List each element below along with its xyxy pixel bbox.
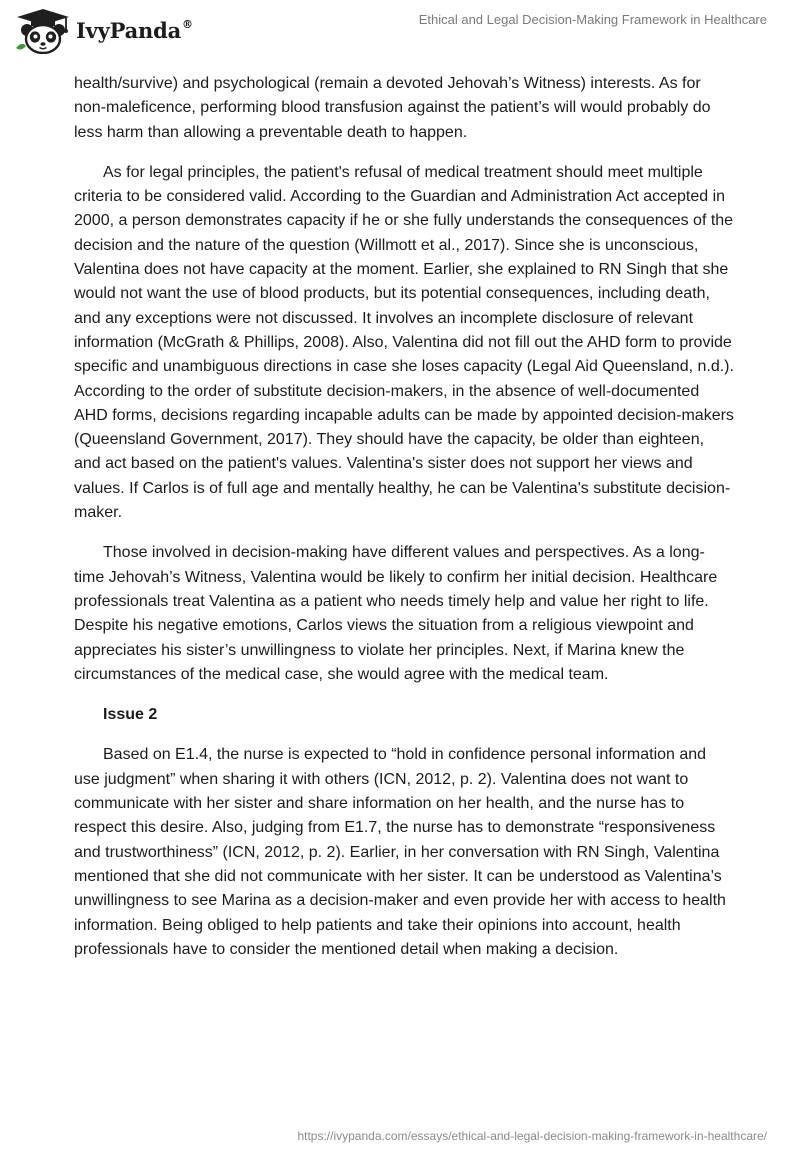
source-url[interactable]: https://ivypanda.com/essays/ethical-and-legal-decision-making-framework-in-healthcare/: [297, 1129, 767, 1143]
paragraph-legal-principles: As for legal principles, the patient's refusal of medical treatment should meet multiple criteria to be considered valid. According to the Guardian and Administration Act accepted in 2000, a person demonstrates capacity if he or she fully understands the consequences of the decision and the nature of the question (Willmott et al., 2017). Since she is unconscious, Valentina does not have capacity at the moment. Earlier, she explained to RN Singh that she would not want the use of blood products, but its potential consequences, including death, and any exceptions were not discussed. It involves an incomplete disclosure of relevant information (McGrath & Phillips, 2008). Also, Valentina did not fill out the AHD form to provide specific and unambiguous directions in case she loses capacity (Legal Aid Queensland, n.d.). According to the order of substitute decision-makers, in the absence of well-documented AHD forms, decisions regarding incapable adults can be made by appointed decision-makers (Queensland Government, 2017). They should have the capacity, be older than eighteen, and act based on the patient's values. Valentina's sister does not support her views and values. If Carlos is of full age and mentally healthy, he can be Valentina's substitute decision-maker.: [74, 163, 734, 522]
paragraph-values-perspectives: Those involved in decision-making have different values and perspectives. As a long-time Jehovah’s Witness, Valentina would be likely to confirm her initial decision. Healthcare professionals treat Valentina as a patient who needs timely help and value her right to life. Despite his negative emotions, Carlos views the situation from a religious viewpoint and appreciates his sister’s unwillingness to violate her principles. Next, if Marina knew the circumstances of the medical case, she would agree with the medical team.: [74, 544, 718, 683]
brand-name: IvyPanda®: [76, 17, 193, 43]
document-title: Ethical and Legal Decision-Making Framework in Healthcare: [418, 12, 767, 27]
brand-logo[interactable]: [14, 8, 193, 54]
paragraph-continued: health/survive) and psychological (remain a devoted Jehovah’s Witness) interests. As for non-maleficence, performing blood transfusion against the patient’s will would probably do less harm than allowing a preventable death to happen.: [74, 75, 711, 141]
registered-mark: ®: [182, 17, 193, 31]
section-heading-issue-2: Issue 2: [103, 706, 158, 724]
article-body: [74, 72, 734, 978]
panda-graduate-icon: [14, 8, 72, 54]
page-header: [0, 0, 800, 60]
paragraph-issue-2: Based on E1.4, the nurse is expected to “hold in confidence personal information and use judgment” when sharing it with others (ICN, 2012, p. 2). Valentina does not want to communicate with her sister and share information on her health, and the nurse has to respect this desire. Also, judging from E1.7, the nurse has to demonstrate “responsiveness and trustworthiness” (ICN, 2012, p. 2). Earlier, in her conversation with RN Singh, Valentina mentioned that she did not communicate with her sister. It can be understood as Valentina’s unwillingness to see Marina as a decision-maker and even provide her with access to health information. Being obliged to help patients and take their opinions into account, health professionals have to consider the mentioned detail when making a decision.: [74, 746, 726, 958]
